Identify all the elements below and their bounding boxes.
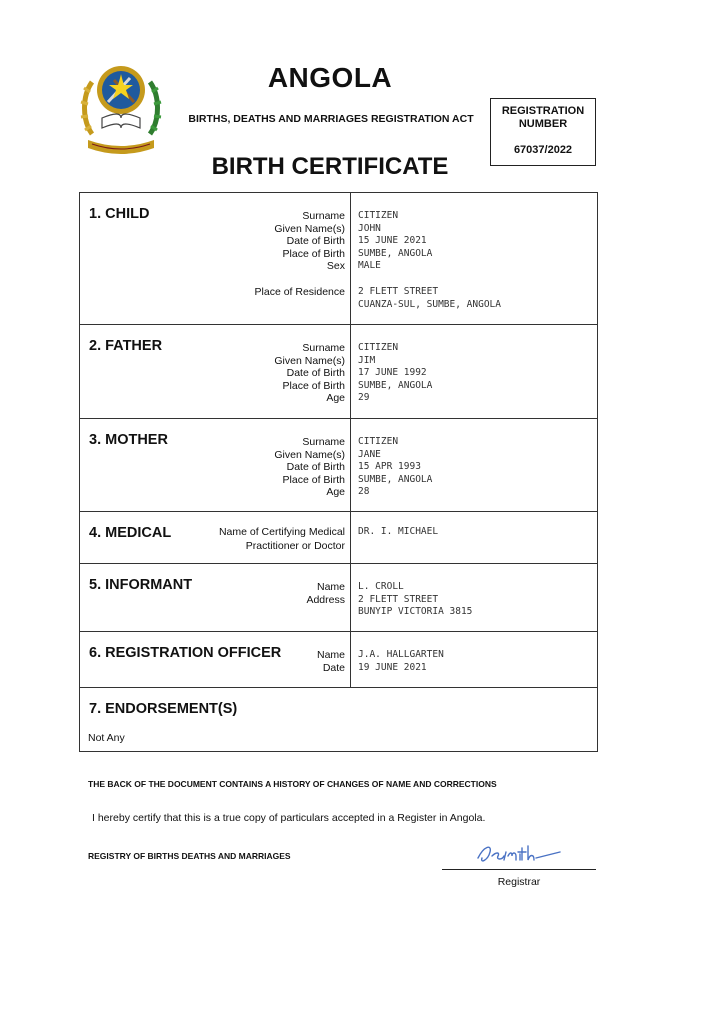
- field-labels: [255, 210, 345, 299]
- given-names-label: Given Name(s): [274, 448, 345, 461]
- place-of-birth-label: Place of Birth: [282, 247, 345, 260]
- field-labels: [274, 342, 345, 405]
- date-label: Date: [322, 661, 345, 674]
- section-child: [80, 193, 597, 325]
- certificate-table: [79, 192, 598, 752]
- medical-label-line2: Practitioner or Doctor: [245, 539, 345, 552]
- angola-coat-of-arms-icon: [78, 62, 164, 158]
- given-names-value: JANE: [358, 448, 381, 460]
- medical-practitioner-value: DR. I. MICHAEL: [358, 526, 439, 537]
- surname-value: CITIZEN: [358, 210, 399, 221]
- registration-number: 67037/2022: [513, 144, 573, 156]
- age-value: 29: [358, 392, 370, 404]
- signature-line: [442, 869, 596, 870]
- section-title: 2. FATHER: [89, 338, 163, 354]
- section-title: 4. MEDICAL: [89, 525, 172, 541]
- age-value: 28: [358, 486, 370, 498]
- back-of-document-note: THE BACK OF THE DOCUMENT CONTAINS A HISTORY OF CHANGES OF NAME AND CORRECTIONS: [88, 779, 497, 789]
- act-subtitle: BIRTHS, DEATHS AND MARRIAGES REGISTRATION ACT: [188, 113, 474, 125]
- sex-label: Sex: [326, 260, 345, 273]
- field-labels: [306, 581, 345, 606]
- place-of-birth-label: Place of Birth: [282, 473, 345, 486]
- surname-label: Surname: [302, 342, 345, 354]
- endorsement-value: Not Any: [88, 732, 125, 744]
- name-value: L. CROLL: [358, 581, 404, 592]
- surname-value: CITIZEN: [358, 436, 399, 447]
- sex-value: MALE: [358, 260, 381, 272]
- surname-label: Surname: [302, 436, 345, 448]
- date-of-birth-value: 17 JUNE 1992: [358, 367, 427, 379]
- date-of-birth-value: 15 APR 1993: [358, 461, 421, 473]
- place-of-birth-value: SUMBE, ANGOLA: [358, 473, 433, 485]
- given-names-value: JOHN: [358, 222, 381, 234]
- field-values: [358, 342, 432, 405]
- place-of-birth-value: SUMBE, ANGOLA: [358, 247, 433, 259]
- given-names-value: JIM: [358, 354, 376, 366]
- medical-label-line1: Name of Certifying Medical: [218, 526, 345, 538]
- given-names-label: Given Name(s): [274, 222, 345, 235]
- place-of-birth-value: SUMBE, ANGOLA: [358, 379, 433, 391]
- section-mother: [80, 419, 597, 512]
- date-of-birth-label: Date of Birth: [286, 235, 345, 248]
- certification-statement: I hereby certify that this is a true copy of particulars accepted in a Register in Angola.: [92, 812, 486, 824]
- surname-value: CITIZEN: [358, 342, 399, 353]
- address-value-line1: 2 FLETT STREET: [358, 593, 439, 605]
- certificate-title: BIRTH CERTIFICATE: [211, 153, 449, 180]
- age-label: Age: [326, 392, 345, 405]
- section-title: 6. REGISTRATION OFFICER: [89, 645, 282, 661]
- section-title: 7. ENDORSEMENT(S): [89, 701, 238, 717]
- name-value: J.A. HALLGARTEN: [358, 649, 444, 660]
- field-labels: [219, 526, 345, 553]
- date-of-birth-value: 15 JUNE 2021: [358, 235, 427, 247]
- residence-value-line1: 2 FLETT STREET: [358, 285, 439, 297]
- date-of-birth-label: Date of Birth: [286, 367, 345, 380]
- registration-label-line2: NUMBER: [518, 118, 568, 130]
- section-title: 3. MOTHER: [89, 432, 168, 448]
- section-title: 1. CHILD: [89, 206, 150, 222]
- registration-number-box: [490, 98, 596, 166]
- registry-name: REGISTRY OF BIRTHS DEATHS AND MARRIAGES: [88, 851, 291, 861]
- section-endorsements: [80, 688, 597, 751]
- place-of-birth-label: Place of Birth: [282, 379, 345, 392]
- address-value-line2: BUNYIP VICTORIA 3815: [358, 606, 473, 618]
- residence-label: Place of Residence: [254, 285, 345, 298]
- field-values: [358, 649, 444, 674]
- section-medical: [80, 512, 597, 564]
- surname-label: Surname: [302, 210, 345, 222]
- name-label: Name: [316, 649, 345, 661]
- field-values: [358, 526, 438, 539]
- name-label: Name: [316, 581, 345, 593]
- registrar-signature: [474, 838, 564, 873]
- given-names-label: Given Name(s): [274, 354, 345, 367]
- field-values: [358, 210, 501, 311]
- section-father: [80, 325, 597, 419]
- field-labels: [274, 436, 345, 499]
- age-label: Age: [326, 486, 345, 499]
- section-informant: [80, 564, 597, 632]
- registrar-label: Registrar: [497, 876, 541, 888]
- field-values: [358, 581, 472, 619]
- date-value: 19 JUNE 2021: [358, 661, 427, 673]
- field-labels: [317, 649, 345, 674]
- field-values: [358, 436, 432, 499]
- address-label: Address: [306, 593, 345, 606]
- date-of-birth-label: Date of Birth: [286, 461, 345, 474]
- residence-value-line2: CUANZA-SUL, SUMBE, ANGOLA: [358, 298, 501, 310]
- section-registration-officer: [80, 632, 597, 688]
- registration-label-line1: REGISTRATION: [501, 105, 585, 117]
- country-title: ANGOLA: [267, 62, 393, 93]
- section-title: 5. INFORMANT: [89, 577, 193, 593]
